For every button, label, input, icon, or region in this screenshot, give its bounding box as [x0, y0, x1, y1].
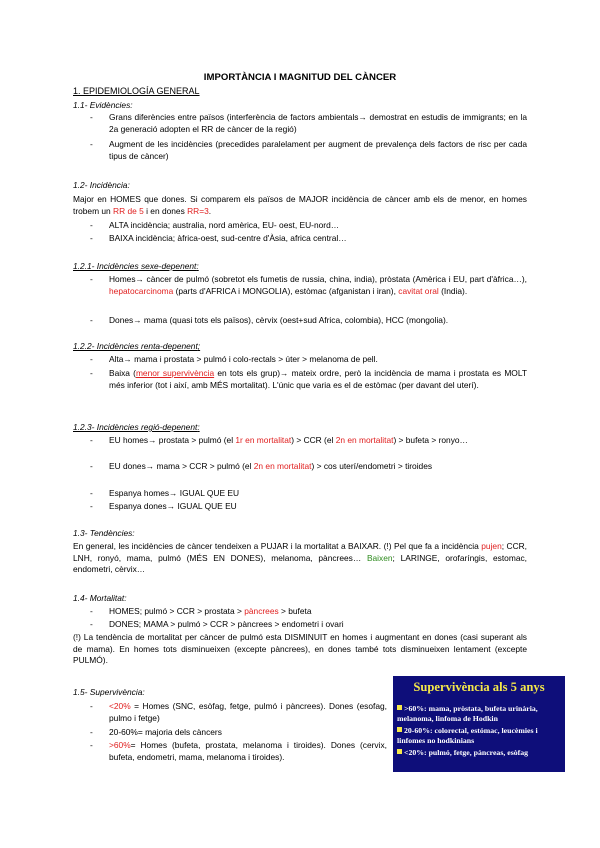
bullet-marker: -: [90, 354, 93, 364]
list-item: DONES; MAMA > pulmó > CCR > pàncrees > endometri i ovari: [109, 619, 344, 629]
list-item: Baixa (menor supervivència en tots els grup)→ mateix ordre, però la incidència de mama i prostata es MOLT més inferior (tot i així, amb MÉS mortalitat). L'únic que varia es el de estòmac (per davant del uterí).: [109, 368, 527, 390]
bullet-marker: -: [90, 740, 93, 750]
bullet-marker: -: [90, 461, 93, 471]
square-bullet-icon: [397, 749, 402, 754]
list-item: ALTA incidència; australia, nord amèrica, EU- oest, EU-nord…: [109, 220, 340, 230]
bullet-marker: -: [90, 112, 93, 122]
incidence-intro: Major en HOMES que dones. Si comparem els països de MAJOR incidència de càncer amb els de menor, en homes trobem un RR de 5 i en dones RR=3.: [73, 194, 527, 216]
subheading-evidencies: 1.1- Evidències:: [73, 100, 133, 110]
bullet-marker: -: [90, 701, 93, 711]
slide-line: >60%: mama, pròstata, bufeta urinària, melanoma, linfoma de Hodkin: [397, 704, 538, 723]
subheading-renta-depenent: 1.2.2- Incidències renta-depenent;: [73, 341, 201, 351]
subheading-regio-depenent: 1.2.3- Incidències regió-depenent:: [73, 422, 200, 432]
list-item: Alta→ mama i prostata > pulmó i colo-rectals > úter > melanoma de pell.: [109, 354, 378, 364]
subheading-supervivencia: 1.5- Supervivència:: [73, 687, 145, 697]
subheading-sexe-depenent: 1.2.1- Incidències sexe-depenent:: [73, 261, 199, 271]
bullet-marker: -: [90, 233, 93, 243]
list-item: Espanya dones→ IGUAL QUE EU: [109, 501, 237, 511]
bullet-marker: -: [90, 220, 93, 230]
list-item: BAIXA incidència; àfrica-oest, sud-centre d'Àsia, africa central…: [109, 233, 347, 243]
bullet-marker: -: [90, 435, 93, 445]
page-title: IMPORTÀNCIA I MAGNITUD DEL CÀNCER: [203, 72, 397, 83]
bullet-marker: -: [90, 606, 93, 616]
subheading-tendencies: 1.3- Tendències:: [73, 528, 135, 538]
bullet-marker: -: [90, 488, 93, 498]
tendencies-text: En general, les incidències de càncer tendeixen a PUJAR i la mortalitat a BAIXAR. (!) Pel que fa a incidència pujen; CCR, LNH, ronyó, mama, pulmó (MÉS EN DONES), melanoma, pàncrees… Baixen; LARINGE, orofaríngis, estomac, endometri, cèrvix…: [73, 541, 528, 575]
list-item: 20-60%= majoria dels càncers: [109, 727, 222, 737]
bullet-marker: -: [90, 727, 93, 737]
bullet-marker: -: [90, 368, 93, 378]
bullet-marker: -: [90, 619, 93, 629]
bullet-marker: -: [90, 315, 93, 325]
slide-line: <20%: pulmó, fetge, pàncreas, esòfag: [397, 748, 563, 758]
slide-title: Supervivència als 5 anys: [413, 680, 545, 694]
slide-line: 20-60%: colorectal, estómac, leucèmies i linfomes no hodkinians: [397, 726, 538, 745]
list-item: Grans diferències entre països (interferència de factors ambientals→ demostrat en estudis de immigrants; en la 2a generació adopten el RR de càncer de la regió): [109, 112, 527, 134]
section-heading-epidemiology: 1. EPIDEMIOLOGÍA GENERAL: [73, 86, 200, 96]
list-item: Augment de les incidències (precedides paralelament per augment de prevalença dels factors de risc per cada tipus de càncer): [109, 139, 527, 161]
subheading-incidencia: 1.2- Incidència:: [73, 180, 130, 190]
list-item: >60%= Homes (bufeta, prostata, melanoma i tiroides). Dones (cervix, bufeta, endometri, mama, melanoma i tiroides).: [109, 740, 387, 762]
list-item: Espanya homes→ IGUAL QUE EU: [109, 488, 240, 498]
list-item: EU homes→ prostata > pulmó (el 1r en mortalitat) > CCR (el 2n en mortalitat) > bufeta > ronyo…: [109, 435, 468, 445]
list-item: HOMES; pulmó > CCR > prostata > pàncrees > bufeta: [109, 606, 312, 616]
mortality-note: (!) La tendència de mortalitat per càncer de pulmó esta DISMINUIT en homes i augmentant en dones (casi superant als de mama). En homes tots disminueixen (excepte pàncrees), en dones també tots disminueixen lentament (excepte PULMÓ).: [73, 632, 527, 666]
bullet-marker: -: [90, 139, 93, 149]
subheading-mortalitat: 1.4- Mortalitat:: [73, 593, 127, 603]
survival-slide-image: [393, 676, 565, 772]
bullet-marker: -: [90, 501, 93, 511]
list-item: <20% = Homes (SNC, esòfag, fetge, pulmó i pàncrees). Dones (esofag, pulmo i fetge): [109, 701, 387, 723]
square-bullet-icon: [397, 727, 402, 732]
square-bullet-icon: [397, 705, 402, 710]
bullet-marker: -: [90, 274, 93, 284]
list-item: EU dones→ mama > CCR > pulmó (el 2n en mortalitat) > cos uterí/endometri > tiroides: [109, 461, 433, 471]
list-item: Dones→ mama (quasi tots els països), cèrvix (oest+sud Africa, colombia), HCC (mongolia).: [109, 315, 449, 325]
list-item: Homes→ càncer de pulmó (sobretot els fumetis de russia, china, india), pròstata (Amèrica i EU, part d'àfrica…), hepatocarcinoma (parts d'AFRICA i MONGOLIA), estòmac (afganistan i iran), cavitat oral (India).: [109, 274, 527, 296]
